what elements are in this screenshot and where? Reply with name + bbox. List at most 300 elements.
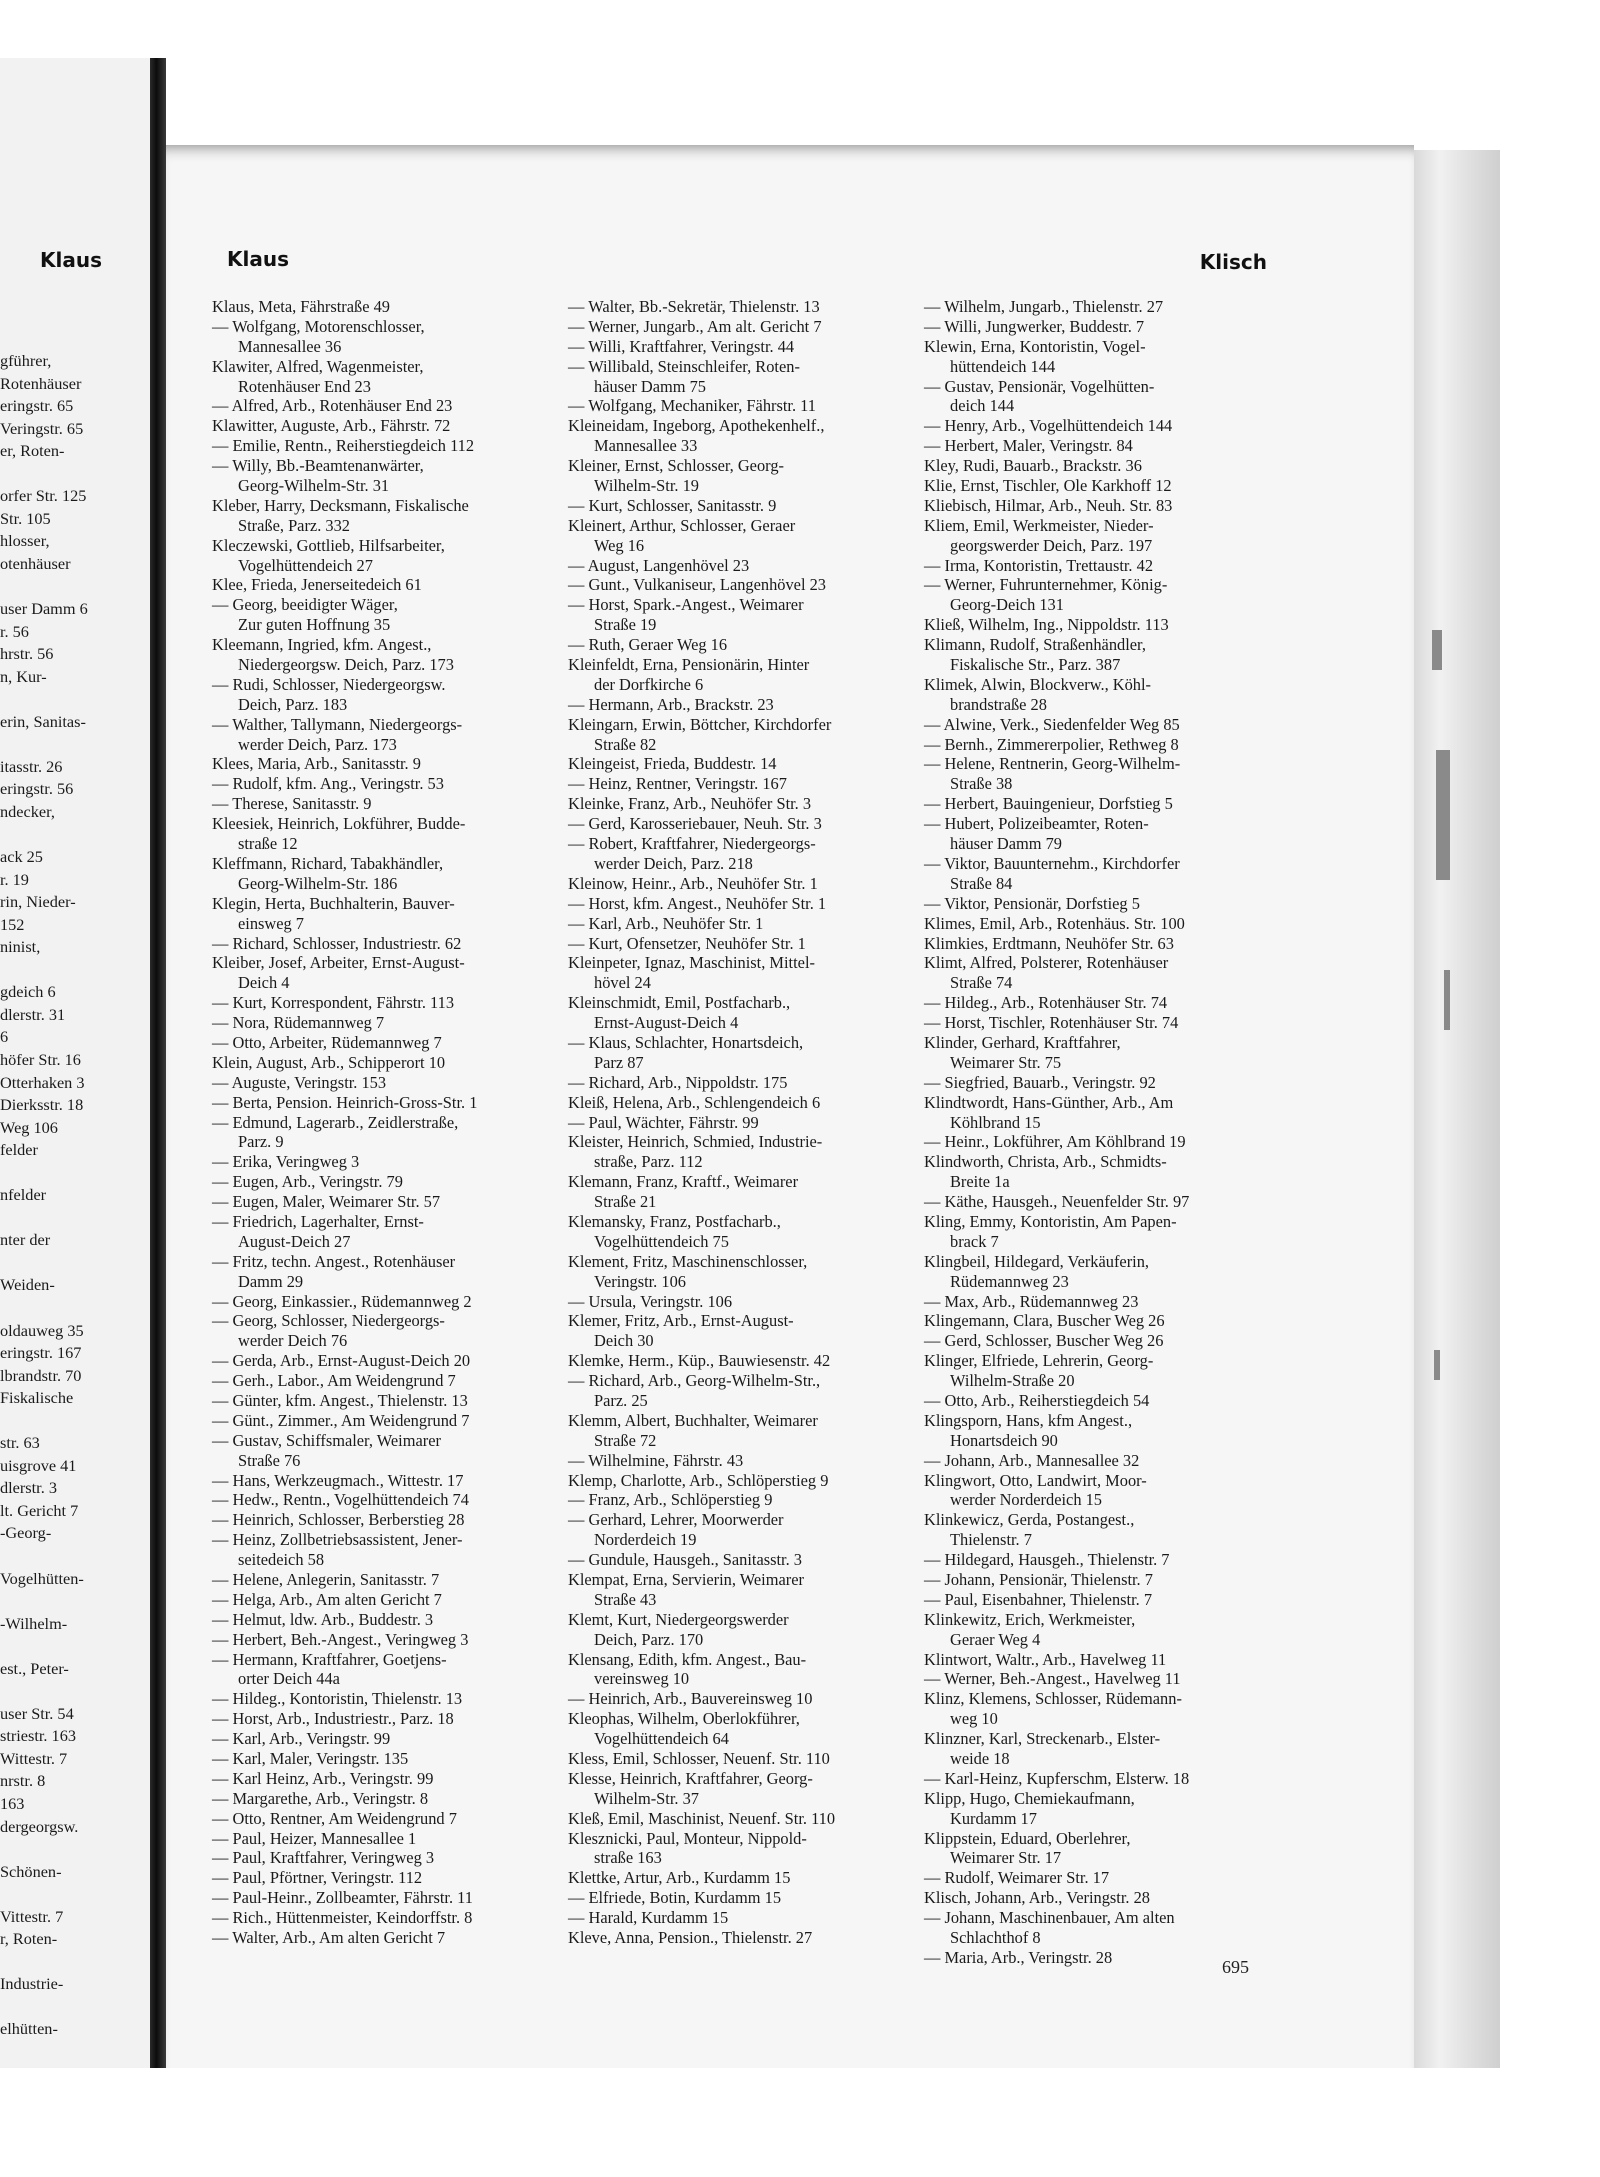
directory-entry: — Walter, Arb., Am alten Gericht 7 [212,1928,446,1948]
directory-entry-continuation: häuser Damm 79 [950,834,1062,854]
directory-entry: Kleiner, Ernst, Schlosser, Georg- [568,456,784,476]
directory-entry: Klesse, Heinrich, Kraftfahrer, Georg- [568,1768,813,1788]
directory-entry-continuation: orter Deich 44a [238,1669,340,1689]
directory-entry-continuation: Straße, Parz. 332 [238,515,350,535]
left-fragment-line [0,2041,150,2064]
directory-entry: — Gunt., Vulkaniseur, Langenhövel 23 [568,575,826,595]
directory-entry: — Horst, Arb., Industriestr., Parz. 18 [212,1709,454,1729]
directory-entry: — Walther, Tallymann, Niedergeorgs- [212,714,463,734]
directory-entry-continuation: Mannesallee 36 [238,336,342,356]
directory-entry-continuation: hövel 24 [594,973,651,993]
left-fragment-line [0,688,150,711]
left-fragment-line: Vittestr. 7 [0,1906,64,1926]
directory-entry: Klimt, Alfred, Polsterer, Rotenhäuser [924,953,1169,973]
directory-entry-continuation: Zur guten Hoffnung 35 [238,615,391,635]
directory-entry-continuation: Köhlbrand 15 [950,1112,1041,1132]
left-fragment-line [0,1996,150,2019]
left-fragment-line: dlerstr. 31 [0,1004,66,1024]
directory-entry-continuation: Parz 87 [594,1052,644,1072]
directory-entry: Klipp, Hugo, Chemiekaufmann, [924,1788,1135,1808]
directory-entry: Klewin, Erna, Kontoristin, Vogel- [924,336,1146,356]
left-fragment-line: dlerstr. 3 [0,1478,57,1498]
directory-entry: Klimek, Alwin, Blockverw., Köhl- [924,674,1152,694]
left-fragment-line: felder [0,1140,38,1160]
directory-entry: — Helene, Rentnerin, Georg-Wilhelm- [924,754,1181,774]
directory-entry-continuation: Weimarer Str. 17 [950,1848,1062,1868]
directory-entry: — Herbert, Bauingenieur, Dorfstieg 5 [924,794,1173,814]
directory-entry: — Rudi, Schlosser, Niedergeorgsw. [212,674,446,694]
directory-entry: Klindtwordt, Hans-Günther, Arb., Am [924,1092,1174,1112]
directory-entry: Klinkewicz, Gerda, Postangest., [924,1510,1135,1530]
directory-entry: Klensang, Edith, kfm. Angest., Bau- [568,1649,807,1669]
directory-entry: — Max, Arb., Rüdemannweg 23 [924,1291,1139,1311]
directory-entry: Klees, Maria, Arb., Sanitasstr. 9 [212,754,421,774]
directory-entry: Klimann, Rudolf, Straßenhändler, [924,635,1146,655]
directory-entry: — Emilie, Rentn., Reiherstiegdeich 112 [212,436,475,456]
left-fragment-line: eringstr. 56 [0,779,74,799]
directory-entry: Klemp, Charlotte, Arb., Schlöperstieg 9 [568,1470,829,1490]
directory-entry: — Willibald, Steinschleifer, Roten- [568,356,800,376]
left-fragment-line: Veringstr. 65 [0,418,84,438]
left-fragment-line: 152 [0,914,25,934]
directory-entry: Klawitter, Auguste, Arb., Fährstr. 72 [212,416,451,436]
directory-entry: Klegin, Herta, Buchhalterin, Bauver- [212,893,455,913]
directory-entry: Klemm, Albert, Buchhalter, Weimarer [568,1410,818,1430]
left-fragment-line: Industrie- [0,1974,64,1994]
left-fragment-line: eringstr. 167 [0,1343,82,1363]
directory-entry-continuation: Mannesallee 33 [594,436,698,456]
left-fragment-line: Otterhaken 3 [0,1072,85,1092]
left-fragment-line: Rotenhäuser [0,373,82,393]
directory-entry-continuation: Wilhelm-Straße 20 [950,1371,1075,1391]
directory-entry: Klinz, Klemens, Schlosser, Rüdemann- [924,1689,1182,1709]
directory-entry: Kleß, Emil, Maschinist, Neuenf. Str. 110 [568,1808,836,1828]
left-fragment-line: oldauweg 35 [0,1320,84,1340]
directory-entry: — Gustav, Pensionär, Vogelhütten- [924,376,1155,396]
left-fragment-line: Schönen- [0,1861,62,1881]
directory-entry: Kleffmann, Richard, Tabakhändler, [212,853,444,873]
directory-entry-continuation: straße 12 [238,834,298,854]
left-fragment-line [0,1207,150,1230]
left-fragment-line: nrstr. 8 [0,1771,46,1791]
directory-entry: — Gustav, Schiffsmaler, Weimarer [212,1430,441,1450]
directory-entry: — Edmund, Lagerarb., Zeidlerstraße, [212,1112,459,1132]
right-page-edge [1414,150,1500,2068]
left-fragment-line [0,1297,150,1320]
directory-entry: — Kurt, Ofensetzer, Neuhöfer Str. 1 [568,933,806,953]
directory-entry: Kleber, Harry, Decksmann, Fiskalische [212,495,469,515]
directory-entry: — Harald, Kurdamm 15 [568,1908,729,1928]
directory-entry: — Helene, Anlegerin, Sanitasstr. 7 [212,1570,440,1589]
directory-entry-continuation: brandstraße 28 [950,694,1047,714]
left-fragment-line: 163 [0,1794,25,1813]
directory-entry: — Ruth, Geraer Weg 16 [568,635,728,655]
directory-entry: — Georg, Einkassier., Rüdemannweg 2 [212,1291,472,1311]
directory-entry: — Rudolf, Weimarer Str. 17 [924,1868,1110,1888]
left-fragment-line [0,1590,150,1613]
directory-entry: — Margarethe, Arb., Veringstr. 8 [212,1788,429,1808]
directory-entry: — Hans, Werkzeugmach., Wittestr. 17 [212,1470,464,1490]
directory-entry: — Horst, Spark.-Angest., Weimarer [568,595,804,615]
directory-entry: — Käthe, Hausgeh., Neuenfelder Str. 97 [924,1192,1190,1212]
directory-entry: Klaus, Meta, Fährstraße 49 [212,297,390,316]
directory-entry: Klimkies, Erdtmann, Neuhöfer Str. 63 [924,933,1174,953]
left-fragment-line: uisgrove 41 [0,1455,77,1475]
directory-entry: — Willy, Bb.-Beamtenanwärter, [212,456,424,476]
directory-entry: Klisch, Johann, Arb., Veringstr. 28 [924,1888,1150,1908]
directory-entry: Klinzner, Karl, Streckenarb., Elster- [924,1729,1161,1749]
directory-entry: — Viktor, Bauunternehm., Kirchdorfer [924,853,1180,873]
directory-entry: — Heinz, Zollbetriebsassistent, Jener- [212,1530,463,1550]
directory-entry: — Karl, Arb., Veringstr. 99 [212,1729,391,1749]
left-fragment-line: ninist, [0,937,41,957]
directory-entry: Kleister, Heinrich, Schmied, Industrie- [568,1132,823,1152]
directory-entry-continuation: Straße 84 [950,873,1013,893]
directory-entry: — Nora, Rüdemannweg 7 [212,1013,385,1033]
directory-entry-continuation: weide 18 [950,1749,1010,1769]
directory-entry: Klempat, Erna, Servierin, Weimarer [568,1570,804,1589]
directory-entry: Kliebisch, Hilmar, Arb., Neuh. Str. 83 [924,495,1173,515]
directory-entry: — Wilhelmine, Fährstr. 43 [568,1450,744,1470]
left-fragment-line: hlosser, [0,531,50,551]
directory-entry: — Otto, Arbeiter, Rüdemannweg 7 [212,1032,442,1052]
left-fragment-line [0,1162,150,1185]
directory-entry: Klein, August, Arb., Schipperort 10 [212,1052,446,1072]
left-fragment-line: gdeich 6 [0,982,56,1002]
left-fragment-line: user Str. 54 [0,1703,74,1723]
left-fragment-line [0,1838,150,1861]
left-fragment-line: 6 [0,1027,9,1047]
directory-entry: Kleingeist, Frieda, Buddestr. 14 [568,754,777,774]
directory-entry: — Paul-Heinr., Zollbeamter, Fährstr. 11 [212,1888,473,1908]
left-fragment-line: r. 56 [0,621,29,641]
directory-entry: — Viktor, Pensionär, Dorfstieg 5 [924,893,1140,913]
directory-entry: — Paul, Heizer, Mannesallee 1 [212,1828,417,1848]
left-fragment-line [0,463,150,486]
left-fragment-line: lbrandstr. 70 [0,1365,82,1385]
directory-entry: Klemer, Fritz, Arb., Ernst-August- [568,1311,794,1331]
directory-entry: — Werner, Jungarb., Am alt. Gericht 7 [568,316,822,336]
directory-entry-continuation: Niedergeorgsw. Deich, Parz. 173 [238,655,454,675]
directory-entry: Klimes, Emil, Arb., Rotenhäus. Str. 100 [924,913,1185,933]
directory-entry: — Hermann, Arb., Brackstr. 23 [568,694,774,714]
directory-entry-continuation: Straße 72 [594,1430,657,1450]
left-fragment-line: Dierksstr. 18 [0,1095,84,1115]
directory-entry: — Wolfgang, Motorenschlosser, [212,316,425,336]
directory-entry-continuation: werder Norderdeich 15 [950,1490,1102,1510]
directory-entry: — Walter, Bb.-Sekretär, Thielenstr. 13 [568,297,820,316]
left-fragment-line: eringstr. 65 [0,396,74,416]
directory-entry-continuation: Straße 76 [238,1450,301,1470]
directory-entry: — Auguste, Veringstr. 153 [212,1072,387,1092]
directory-entry-continuation: Kurdamm 17 [950,1808,1037,1828]
directory-entry-continuation: Georg-Wilhelm-Str. 186 [238,873,398,893]
left-fragment-line [0,1951,150,1974]
directory-entry: — Heinr., Lokführer, Am Köhlbrand 19 [924,1132,1186,1152]
left-fragment-line: lt. Gericht 7 [0,1500,79,1520]
left-fragment-line [0,575,150,598]
directory-entry: — Helga, Arb., Am alten Gericht 7 [212,1589,442,1609]
left-fragment-line [0,1410,150,1433]
directory-entry: — Johann, Pensionär, Thielenstr. 7 [924,1570,1153,1589]
left-fragment-line: est., Peter- [0,1658,69,1678]
directory-entry: — Erika, Veringweg 3 [212,1152,360,1172]
directory-entry-continuation: der Dorfkirche 6 [594,674,704,694]
directory-entry-continuation: Straße 21 [594,1192,657,1212]
directory-entry: — Richard, Arb., Nippoldstr. 175 [568,1072,788,1092]
left-fragment-line: erin, Sanitas- [0,711,86,731]
directory-entry: — Gerd, Schlosser, Buscher Weg 26 [924,1331,1164,1351]
directory-entry: — August, Langenhövel 23 [568,555,750,575]
directory-column-2 [568,297,908,1948]
directory-entry: — Robert, Kraftfahrer, Niedergeorgs- [568,834,816,854]
directory-entry: Klippstein, Eduard, Oberlehrer, [924,1828,1131,1848]
left-fragment-line [0,1680,150,1703]
left-fragment-line: user Damm 6 [0,599,88,619]
directory-entry-continuation: häuser Damm 75 [594,376,706,396]
directory-entry: — Friedrich, Lagerhalter, Ernst- [212,1211,424,1231]
directory-entry-continuation: brack 7 [950,1231,999,1251]
directory-entry: — Werner, Fuhrunternehmer, König- [924,575,1168,595]
directory-entry-continuation: weg 10 [950,1709,998,1729]
directory-entry: Kleinschmidt, Emil, Postfacharb., [568,993,791,1013]
directory-entry: Kleinke, Franz, Arb., Neuhöfer Str. 3 [568,794,812,814]
directory-entry: Klemansky, Franz, Postfacharb., [568,1211,781,1231]
directory-entry: Klettke, Artur, Arb., Kurdamm 15 [568,1868,791,1888]
directory-entry: — Georg, Schlosser, Niedergeorgs- [212,1311,445,1331]
directory-entry-continuation: Wilhelm-Str. 37 [594,1788,699,1808]
directory-entry: — Georg, beeidigter Wäger, [212,595,398,615]
directory-entry: — Günter, kfm. Angest., Thielenstr. 13 [212,1390,468,1410]
bottom-margin [0,2068,1600,2177]
directory-entry: — Hermann, Kraftfahrer, Goetjens- [212,1649,447,1669]
directory-entry: Klement, Fritz, Maschinenschlosser, [568,1251,808,1271]
directory-entry-continuation: Straße 74 [950,973,1013,993]
directory-entry-continuation: deich 144 [950,396,1015,416]
directory-entry-continuation: einsweg 7 [238,913,305,933]
directory-entry: — Hildeg., Arb., Rotenhäuser Str. 74 [924,993,1168,1013]
directory-entry: — Richard, Schlosser, Industriestr. 62 [212,933,462,953]
top-margin [0,0,1600,58]
directory-entry: — Karl Heinz, Arb., Veringstr. 99 [212,1768,434,1788]
directory-entry: — Karl-Heinz, Kupferschm, Elsterw. 18 [924,1768,1190,1788]
left-fragment-line: Weiden- [0,1275,55,1295]
left-fragment-line: r. 19 [0,869,29,889]
left-fragment-line: Wittestr. 7 [0,1748,68,1768]
directory-entry: Kleophas, Wilhelm, Oberlokführer, [568,1709,800,1729]
directory-entry: — Alwine, Verk., Siedenfelder Weg 85 [924,714,1180,734]
left-fragment-line [0,1545,150,1568]
directory-entry: Klinder, Gerhard, Kraftfahrer, [924,1032,1121,1052]
left-fragment-line: Fiskalische [0,1388,74,1408]
left-fragment-line [0,733,150,756]
directory-entry-continuation: Thielenstr. 7 [950,1530,1032,1550]
directory-entry-continuation: Fiskalische Str., Parz. 387 [950,655,1121,675]
directory-entry-continuation: Wilhelm-Str. 19 [594,476,699,496]
left-fragment-line: -Wilhelm- [0,1613,68,1633]
directory-entry: Klintwort, Waltr., Arb., Havelweg 11 [924,1649,1167,1669]
directory-entry: Kley, Rudi, Bauarb., Brackstr. 36 [924,456,1142,476]
directory-entry: — Kurt, Schlosser, Sanitasstr. 9 [568,495,777,515]
directory-entry-continuation: Weimarer Str. 75 [950,1052,1062,1072]
directory-entry: — Eugen, Arb., Veringstr. 79 [212,1172,403,1192]
directory-entry: — Johann, Arb., Mannesallee 32 [924,1450,1140,1470]
directory-entry: — Heinrich, Schlosser, Berberstieg 28 [212,1510,465,1530]
directory-entry: Kleiber, Josef, Arbeiter, Ernst-August- [212,953,465,973]
directory-entry-continuation: Georg-Deich 131 [950,595,1064,615]
directory-entry-continuation: Rüdemannweg 23 [950,1271,1069,1291]
directory-entry: — Kurt, Korrespondent, Fährstr. 113 [212,993,455,1013]
directory-entry-continuation: Schlachthof 8 [950,1928,1041,1948]
left-fragment-line: Vogelhütten- [0,1568,84,1588]
left-fragment-line [0,959,150,982]
directory-entry-continuation: Parz. 9 [238,1132,284,1152]
directory-entry-continuation: Rotenhäuser End 23 [238,376,371,396]
directory-entry: — Rudolf, kfm. Ang., Veringstr. 53 [212,774,444,794]
left-fragment-line: -Georg- [0,1523,52,1543]
directory-entry: Klingbeil, Hildegard, Verkäuferin, [924,1251,1150,1271]
directory-entry-continuation: Deich 30 [594,1331,654,1351]
directory-entry: — Hubert, Polizeibeamter, Roten- [924,814,1149,834]
directory-entry-continuation: Deich, Parz. 183 [238,694,348,714]
directory-entry: — Karl, Maler, Veringstr. 135 [212,1749,409,1769]
directory-entry: — Helmut, ldw. Arb., Buddestr. 3 [212,1609,434,1629]
left-fragment-line [0,823,150,846]
left-fragment-line: hrstr. 56 [0,644,54,664]
left-fragment-line: nter der [0,1230,51,1250]
directory-entry-continuation: werder Deich 76 [238,1331,348,1351]
directory-entry: Klemann, Franz, Kraftf., Weimarer [568,1172,799,1192]
left-fragment-line: Weg 106 [0,1117,58,1137]
directory-entry: — Ursula, Veringstr. 106 [568,1291,733,1311]
directory-entry: Klingsporn, Hans, kfm Angest., [924,1410,1133,1430]
left-fragment-line: elhütten- [0,2019,58,2039]
directory-entry: — Karl, Arb., Neuhöfer Str. 1 [568,913,764,933]
directory-entry: — Paul, Kraftfahrer, Veringweg 3 [212,1848,435,1868]
directory-entry: Klawiter, Alfred, Wagenmeister, [212,356,424,376]
directory-entry: Kleineidam, Ingeborg, Apothekenhelf., [568,416,825,436]
directory-entry: — Maria, Arb., Veringstr. 28 [924,1947,1113,1967]
left-fragment-line: otenhäuser [0,553,71,573]
directory-entry-continuation: georgswerder Deich, Parz. 197 [950,535,1153,555]
directory-entry-continuation: vereinsweg 10 [594,1669,690,1689]
left-fragment-line: dergeorgsw. [0,1816,79,1836]
directory-entry-continuation: Norderdeich 19 [594,1530,697,1550]
directory-entry-continuation: Ernst-August-Deich 4 [594,1013,739,1033]
directory-entry: — Gerda, Arb., Ernst-August-Deich 20 [212,1351,471,1371]
directory-entry: — Gerh., Labor., Am Weidengrund 7 [212,1371,456,1391]
directory-entry-continuation: Straße 38 [950,774,1013,794]
directory-entry: Kleve, Anna, Pension., Thielenstr. 27 [568,1928,813,1948]
directory-entry: — Siegfried, Bauarb., Veringstr. 92 [924,1072,1156,1092]
directory-entry-continuation: straße 163 [594,1848,662,1868]
directory-entry-continuation: Honartsdeich 90 [950,1430,1058,1450]
directory-entry-continuation: Veringstr. 106 [594,1271,686,1291]
directory-entry-continuation: Vogelhüttendeich 75 [594,1231,729,1251]
left-fragment-line: ack 25 [0,847,43,867]
directory-entry-continuation: August-Deich 27 [238,1231,351,1251]
directory-entry: — Irma, Kontoristin, Trettaustr. 42 [924,555,1154,575]
directory-entry: Kleinert, Arthur, Schlosser, Geraer [568,515,796,535]
directory-entry: — Hedw., Rentn., Vogelhüttendeich 74 [212,1490,469,1510]
directory-entry-continuation: straße, Parz. 112 [594,1152,703,1172]
left-fragment-line: gführer, [0,351,52,370]
directory-entry: — Gerd, Karosseriebauer, Neuh. Str. 3 [568,814,822,834]
directory-entry: Kliem, Emil, Werkmeister, Nieder- [924,515,1154,535]
directory-entry: Kleingarn, Erwin, Böttcher, Kirchdorfer [568,714,832,734]
directory-entry: Klingemann, Clara, Buscher Weg 26 [924,1311,1165,1331]
directory-entry: Klemt, Kurt, Niedergeorgswerder [568,1609,789,1629]
directory-entry-continuation: Georg-Wilhelm-Str. 31 [238,476,390,496]
directory-entry: — Richard, Arb., Georg-Wilhelm-Str., [568,1371,821,1391]
directory-entry: — Otto, Arb., Reiherstiegdeich 54 [924,1390,1150,1410]
directory-entry: — Therese, Sanitasstr. 9 [212,794,372,814]
directory-entry: Klemke, Herm., Küp., Bauwiesenstr. 42 [568,1351,831,1371]
directory-entry: — Günt., Zimmer., Am Weidengrund 7 [212,1410,470,1430]
directory-entry: — Herbert, Maler, Veringstr. 84 [924,436,1133,456]
directory-column-3 [924,297,1264,1968]
directory-entry: Klesznicki, Paul, Monteur, Nippold- [568,1828,807,1848]
directory-entry: Klinger, Elfriede, Lehrerin, Georg- [924,1351,1154,1371]
left-fragment-line: höfer Str. 16 [0,1049,81,1069]
directory-entry: — Paul, Wächter, Fährstr. 99 [568,1112,759,1132]
directory-entry: — Elfriede, Botin, Kurdamm 15 [568,1888,782,1908]
directory-entry: — Klaus, Schlachter, Honartsdeich, [568,1032,804,1052]
directory-entry-continuation: seitedeich 58 [238,1550,325,1570]
directory-entry: — Horst, kfm. Angest., Neuhöfer Str. 1 [568,893,827,913]
left-fragment-line: nfelder [0,1185,47,1205]
directory-entry: Kleemann, Ingried, kfm. Angest., [212,635,432,655]
directory-entry: Kleczewski, Gottlieb, Hilfsarbeiter, [212,535,445,555]
directory-entry: — Willi, Kraftfahrer, Veringstr. 44 [568,336,795,356]
directory-entry-continuation: Vogelhüttendeich 27 [238,555,373,575]
directory-entry: — Willi, Jungwerker, Buddestr. 7 [924,316,1145,336]
directory-entry: — Gundule, Hausgeh., Sanitasstr. 3 [568,1550,802,1570]
directory-entry: Kleiß, Helena, Arb., Schlengendeich 6 [568,1092,821,1112]
directory-entry-continuation: Vogelhüttendeich 64 [594,1729,729,1749]
left-fragment-line: rin, Nieder- [0,892,76,912]
directory-entry: Kleesiek, Heinrich, Lokführer, Budde- [212,814,466,834]
directory-entry: — Heinrich, Arb., Bauvereinsweg 10 [568,1689,813,1709]
running-head-left: Klaus [227,247,289,271]
directory-entry-continuation: Geraer Weg 4 [950,1629,1041,1649]
directory-entry: Kless, Emil, Schlosser, Neuenf. Str. 110 [568,1749,830,1769]
directory-entry: — Fritz, techn. Angest., Rotenhäuser [212,1251,456,1271]
page-number: 695 [1222,1957,1249,1977]
directory-entry-continuation: Straße 43 [594,1589,657,1609]
directory-entry: — Bernh., Zimmererpolier, Rethweg 8 [924,734,1179,754]
left-page-header: Klaus [40,248,102,272]
left-page-fragments [0,350,150,2131]
directory-entry-continuation: Breite 1a [950,1172,1010,1192]
directory-entry-continuation: hüttendeich 144 [950,356,1056,376]
left-fragment-line: str. 63 [0,1433,40,1453]
directory-entry-continuation: Straße 19 [594,615,657,635]
directory-entry: Klinkewitz, Erich, Werkmeister, [924,1609,1136,1629]
directory-entry-continuation: Damm 29 [238,1271,304,1291]
directory-entry-continuation: Weg 16 [594,535,645,555]
directory-entry: Kleinfeldt, Erna, Pensionärin, Hinter [568,655,810,675]
directory-entry: Kleinow, Heinr., Arb., Neuhöfer Str. 1 [568,873,818,893]
directory-entry: — Johann, Maschinenbauer, Am alten [924,1908,1175,1928]
directory-entry-continuation: Straße 82 [594,734,657,754]
left-fragment-line: r, Roten- [0,1929,58,1949]
left-fragment-line [0,1252,150,1275]
directory-entry-continuation: Deich 4 [238,973,290,993]
directory-entry: Klingwort, Otto, Landwirt, Moor- [924,1470,1147,1490]
directory-entry: Klindworth, Christa, Arb., Schmidts- [924,1152,1167,1172]
left-fragment-line: orfer Str. 125 [0,486,87,506]
